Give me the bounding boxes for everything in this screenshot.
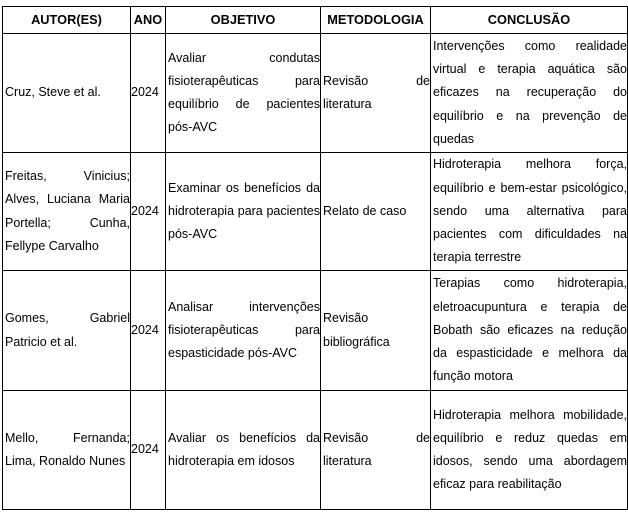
- cell-author: Freitas, Vinicius; Alves, Luciana Maria Portella; Cunha, Fellype Carvalho: [3, 153, 131, 271]
- cell-methodology: Revisão de literatura: [321, 34, 431, 153]
- cell-conclusion: Terapias como hidroterapia, eletroacupuntura e terapia de Bobath são eficazes na redução da espasticidade e melhora da função motora: [431, 271, 628, 391]
- cell-year: 2024: [131, 34, 166, 153]
- header-row: [3, 7, 628, 34]
- table-row: [3, 153, 628, 271]
- header-year: ANO: [131, 7, 166, 34]
- cell-objective: Avaliar os benefícios da hidroterapia em idosos: [166, 391, 321, 510]
- cell-objective: Avaliar condutas fisioterapêuticas para equilíbrio de pacientes pós-AVC: [166, 34, 321, 153]
- cell-year: 2024: [131, 271, 166, 391]
- header-conclusion: CONCLUSÃO: [431, 7, 628, 34]
- cell-author: Cruz, Steve et al.: [3, 34, 131, 153]
- cell-objective: Examinar os benefícios da hidroterapia para pacientes pós-AVC: [166, 153, 321, 271]
- header-objective: OBJETIVO: [166, 7, 321, 34]
- cell-author: Gomes, Gabriel Patricio et al.: [3, 271, 131, 391]
- cell-conclusion: Hidroterapia melhora força, equilíbrio e bem-estar psicológico, sendo uma alternativa para pacientes com dificuldades na terapia terrestre: [431, 153, 628, 271]
- cell-conclusion: Hidroterapia melhora mobilidade, equilíbrio e reduz quedas em idosos, sendo uma abordagem eficaz para reabilitação: [431, 391, 628, 510]
- table-row: [3, 391, 628, 510]
- header-author: AUTOR(ES): [3, 7, 131, 34]
- cell-conclusion: Intervenções como realidade virtual e terapia aquática são eficazes na recuperação do equilíbrio e na prevenção de quedas: [431, 34, 628, 153]
- cell-year: 2024: [131, 391, 166, 510]
- literature-review-table: [2, 6, 628, 510]
- cell-author: Mello, Fernanda; Lima, Ronaldo Nunes: [3, 391, 131, 510]
- cell-methodology: Revisão bibliográfica: [321, 271, 431, 391]
- table-row: [3, 34, 628, 153]
- table-row: [3, 271, 628, 391]
- header-methodology: METODOLOGIA: [321, 7, 431, 34]
- cell-objective: Analisar intervenções fisioterapêuticas para espasticidade pós-AVC: [166, 271, 321, 391]
- cell-methodology: Relato de caso: [321, 153, 431, 271]
- cell-methodology: Revisão de literatura: [321, 391, 431, 510]
- cell-year: 2024: [131, 153, 166, 271]
